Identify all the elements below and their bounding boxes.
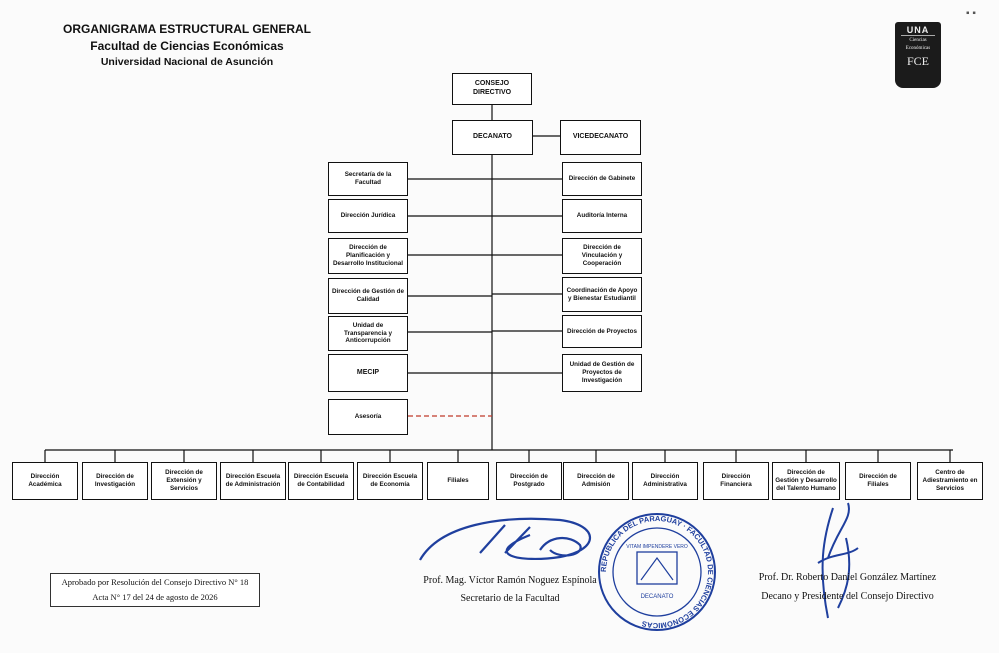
signature-left-role: Secretario de la Facultad bbox=[460, 593, 560, 604]
signature-left-name: Prof. Mag. Víctor Ramón Noguez Espínola bbox=[423, 575, 597, 586]
corner-mark: ▪ ▪ bbox=[966, 8, 976, 19]
approval-line-1: Aprobado por Resolución del Consejo Directivo N° 18 bbox=[61, 577, 249, 587]
signature-left-ink bbox=[410, 505, 610, 585]
chart-title: ORGANIGRAMA ESTRUCTURAL GENERAL bbox=[63, 22, 311, 36]
logo-bottom: FCE bbox=[906, 54, 929, 68]
stamp-inner-text: VITAM IMPENDERE VERO bbox=[626, 544, 688, 550]
box-bottom-12: Dirección de Gestión y Desarrollo del Talento Humano bbox=[772, 462, 840, 500]
box-asesoria: Asesoría bbox=[328, 399, 408, 435]
box-gabinete: Dirección de Gabinete bbox=[562, 162, 642, 196]
box-bottom-8: Dirección de Postgrado bbox=[496, 462, 562, 500]
university-name: Universidad Nacional de Asunción bbox=[100, 56, 274, 68]
box-bottom-11: Dirección Financiera bbox=[703, 462, 769, 500]
box-direccion-juridica: Dirección Jurídica bbox=[328, 199, 408, 233]
approval-line-2: Acta N° 17 del 24 de agosto de 2026 bbox=[92, 592, 218, 602]
box-gestion-investigacion: Unidad de Gestión de Proyectos de Investigación bbox=[562, 354, 642, 392]
box-bottom-1: Dirección Académica bbox=[12, 462, 78, 500]
box-transparencia: Unidad de Transparencia y Anticorrupción bbox=[328, 316, 408, 351]
logo-middle-2: Económicas bbox=[905, 46, 931, 51]
box-bottom-10: Dirección Administrativa bbox=[632, 462, 698, 500]
faculty-name: Facultad de Ciencias Económicas bbox=[90, 39, 284, 53]
box-bottom-6: Dirección Escuela de Economía bbox=[357, 462, 423, 500]
box-proyectos: Dirección de Proyectos bbox=[562, 315, 642, 348]
box-bottom-13: Dirección de Filiales bbox=[845, 462, 911, 500]
box-bottom-2: Dirección de Investigación bbox=[82, 462, 148, 500]
stamp-outer-text: REPÚBLICA DEL PARAGUAY · FACULTAD DE CIENCIAS ECONÓMICAS bbox=[598, 513, 716, 631]
box-bottom-7: Filiales bbox=[427, 462, 489, 500]
box-vinculacion: Dirección de Vinculación y Cooperación bbox=[562, 238, 642, 274]
signature-right-name: Prof. Dr. Roberto Daniel González Martínez bbox=[758, 572, 937, 583]
box-bottom-9: Dirección de Admisión bbox=[563, 462, 629, 500]
box-bottom-14: Centro de Adiestramiento en Servicios bbox=[917, 462, 983, 500]
box-gestion-calidad: Dirección de Gestión de Calidad bbox=[328, 278, 408, 314]
box-bottom-3: Dirección de Extensión y Servicios bbox=[151, 462, 217, 500]
faculty-stamp bbox=[595, 510, 720, 635]
box-mecip: MECIP bbox=[328, 354, 408, 392]
box-vicedecanato: VICEDECANATO bbox=[560, 120, 641, 155]
logo-top: UNA bbox=[901, 25, 935, 36]
box-auditoria: Auditoría Interna bbox=[562, 199, 642, 233]
approval-note bbox=[50, 573, 260, 607]
box-planificacion: Dirección de Planificación y Desarrollo Institucional bbox=[328, 238, 408, 274]
signature-right-role: Decano y Presidente del Consejo Directivo bbox=[761, 591, 934, 602]
logo-middle-1: Ciencias bbox=[909, 38, 927, 43]
box-secretaria: Secretaría de la Facultad bbox=[328, 162, 408, 196]
stamp-center-text: DECANATO bbox=[640, 594, 674, 600]
signature-right-ink bbox=[808, 498, 868, 628]
box-bottom-5: Dirección Escuela de Contabilidad bbox=[288, 462, 354, 500]
box-decanato: DECANATO bbox=[452, 120, 533, 155]
box-bienestar: Coordinación de Apoyo y Bienestar Estudiantil bbox=[562, 277, 642, 312]
box-consejo-directivo: CONSEJO DIRECTIVO bbox=[452, 73, 532, 105]
box-bottom-4: Dirección Escuela de Administración bbox=[220, 462, 286, 500]
